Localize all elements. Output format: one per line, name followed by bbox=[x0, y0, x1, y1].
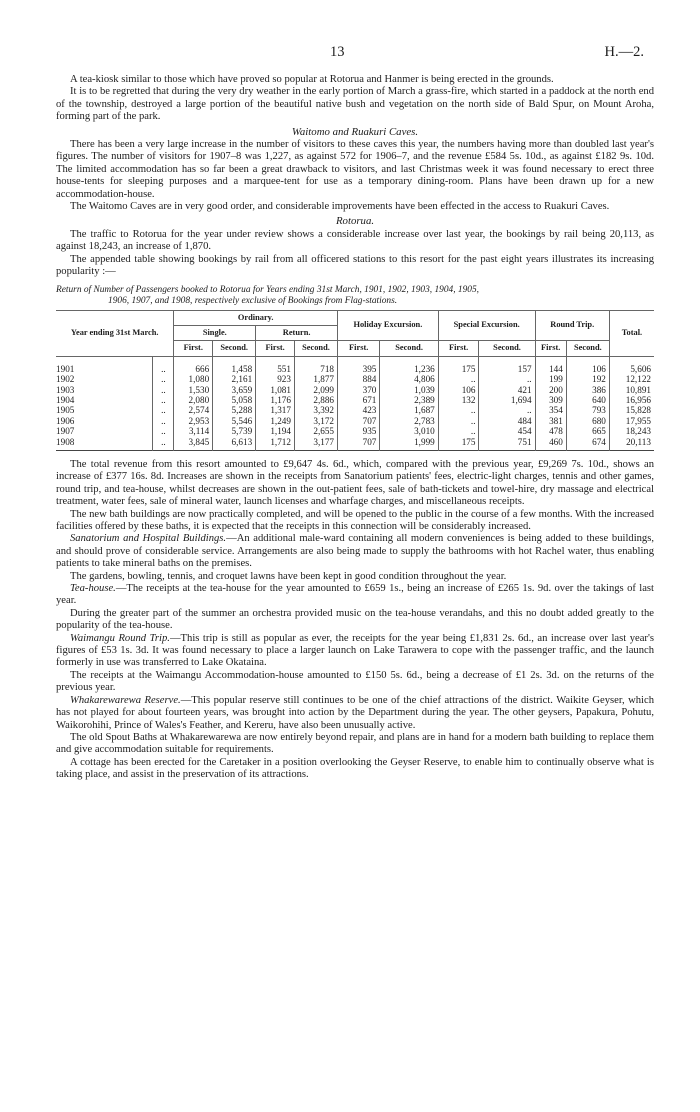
cell-holiday-first: 395 bbox=[338, 364, 380, 374]
table-body bbox=[56, 356, 654, 450]
cell-year: 1906 bbox=[56, 416, 153, 426]
paragraph-tea-kiosk: A tea-kiosk similar to those which have proved so popular at Rotorua and Hanmer is being erected in the grounds. bbox=[70, 74, 554, 85]
cell-special-second: 751 bbox=[479, 437, 535, 451]
cell-holiday-second: 1,999 bbox=[380, 437, 438, 451]
cell-single-first: 1,530 bbox=[174, 385, 213, 395]
cell-return-second: 718 bbox=[294, 364, 337, 374]
cell-total: 15,828 bbox=[609, 405, 654, 415]
paragraph-bath-buildings: The new bath buildings are now practically completed, and will be opened to the public in the course of a few months. With the increased facilities offered by these baths, it is expected that the receipts in this connection will be considerably increased. bbox=[56, 508, 654, 532]
cell-return-second: 2,655 bbox=[294, 426, 337, 436]
cell-return-second: 2,099 bbox=[294, 385, 337, 395]
cell-single-second: 5,546 bbox=[213, 416, 256, 426]
cell-round-second: 640 bbox=[566, 395, 609, 405]
paragraph-waitomo-visitors: There has been a very large increase in the number of visitors to these caves this year, the numbers having more than doubled last year's figures. The number of visitors for 1907–8 was 1,227, as against 572 for 1906–7, and the revenue £584 5s. 10d., as against £182 9s. 10d. The limited accommodation has so far been a great drawback to visitors, and last Christmas week it was found necessary to erect three house-tents for sleeping purposes and a marquee-tent for use as a temporary dining-room. Plans have been drawn up for a new accommodation-house. bbox=[56, 139, 654, 200]
cell-round-second: 674 bbox=[566, 437, 609, 451]
cell-special-first: 175 bbox=[438, 437, 479, 451]
paragraph-waimangu bbox=[56, 633, 654, 670]
cell-round-second: 386 bbox=[566, 385, 609, 395]
header-ordinary: Ordinary. bbox=[174, 310, 338, 325]
header-second: Second. bbox=[566, 341, 609, 356]
heading-rotorua: Rotorua. bbox=[335, 215, 375, 228]
cell-leader-dots: .. bbox=[153, 374, 174, 384]
cell-round-first: 200 bbox=[535, 385, 566, 395]
paragraph-tea-house bbox=[56, 583, 654, 608]
cell-holiday-first: 884 bbox=[338, 374, 380, 384]
cell-holiday-second: 2,389 bbox=[380, 395, 438, 405]
cell-year: 1904 bbox=[56, 395, 153, 405]
cell-special-first: 132 bbox=[438, 395, 479, 405]
cell-holiday-first: 423 bbox=[338, 405, 380, 415]
cell-year: 1903 bbox=[56, 385, 153, 395]
cell-round-first: 144 bbox=[535, 364, 566, 374]
header-single: Single. bbox=[174, 325, 256, 340]
paragraph-spout-baths: The old Spout Baths at Whakarewarewa are now entirely beyond repair, and plans are in hand for a modern bath building to replace them and give accommodation suitable for requirements. bbox=[56, 731, 654, 756]
cell-single-first: 2,574 bbox=[174, 405, 213, 415]
page-header bbox=[0, 44, 700, 60]
cell-return-first: 923 bbox=[256, 374, 295, 384]
cell-holiday-first: 935 bbox=[338, 426, 380, 436]
cell-special-second: .. bbox=[479, 405, 535, 415]
tea-house-text: —The receipts at the tea-house for the year amounted to £659 1s., being an increase of £265 1s. 9d. over the takings of last year. bbox=[56, 583, 654, 607]
cell-single-second: 5,739 bbox=[213, 426, 256, 436]
table-caption-line-2: 1906, 1907, and 1908, respectively exclusive of Bookings from Flag-stations. bbox=[108, 295, 398, 306]
table-row bbox=[56, 426, 654, 436]
cell-return-first: 1,176 bbox=[256, 395, 295, 405]
cell-return-first: 1,081 bbox=[256, 385, 295, 395]
cell-round-first: 199 bbox=[535, 374, 566, 384]
header-first: First. bbox=[338, 341, 380, 356]
table-row bbox=[56, 385, 654, 395]
cell-holiday-second: 2,783 bbox=[380, 416, 438, 426]
paragraph-waitomo-order: The Waitomo Caves are in very good order, and considerable improvements have been effected in the access to Ruakuri Caves. bbox=[70, 201, 610, 213]
cell-return-first: 1,712 bbox=[256, 437, 295, 451]
cell-single-second: 2,161 bbox=[213, 374, 256, 384]
cell-leader-dots: .. bbox=[153, 364, 174, 374]
cell-single-first: 3,114 bbox=[174, 426, 213, 436]
cell-holiday-second: 3,010 bbox=[380, 426, 438, 436]
cell-total: 12,122 bbox=[609, 374, 654, 384]
cell-special-first: 175 bbox=[438, 364, 479, 374]
tea-house-label: Tea-house. bbox=[70, 583, 116, 595]
cell-year: 1908 bbox=[56, 437, 153, 451]
cell-special-second: 421 bbox=[479, 385, 535, 395]
paragraph-sanatorium bbox=[56, 533, 654, 570]
page-number: 13 bbox=[330, 44, 345, 60]
cell-return-second: 3,172 bbox=[294, 416, 337, 426]
cell-special-first: .. bbox=[438, 374, 479, 384]
table-caption-line-1: Return of Number of Passengers booked to Rotorua for Years ending 31st March, 1901, 1902, 1903, 1904, 1905, bbox=[56, 284, 479, 295]
cell-round-second: 665 bbox=[566, 426, 609, 436]
cell-round-first: 460 bbox=[535, 437, 566, 451]
cell-holiday-first: 707 bbox=[338, 437, 380, 451]
paragraph-orchestra: During the greater part of the summer an orchestra provided music on the tea-house verandahs, and this no doubt added greatly to the popularity of the tea-house. bbox=[56, 607, 654, 632]
cell-return-first: 1,249 bbox=[256, 416, 295, 426]
cell-holiday-second: 1,039 bbox=[380, 385, 438, 395]
cell-year: 1901 bbox=[56, 364, 153, 374]
header-special-excursion: Special Excursion. bbox=[438, 310, 535, 341]
cell-leader-dots: .. bbox=[153, 426, 174, 436]
cell-leader-dots: .. bbox=[153, 385, 174, 395]
cell-total: 16,956 bbox=[609, 395, 654, 405]
cell-total: 5,606 bbox=[609, 364, 654, 374]
header-second: Second. bbox=[479, 341, 535, 356]
cell-round-second: 793 bbox=[566, 405, 609, 415]
cell-single-first: 2,953 bbox=[174, 416, 213, 426]
waimangu-text: —This trip is still as popular as ever, the receipts for the year being £1,831 2s. 6d., an increase over last year's figures of £53 1s. 3d. It was found necessary to place a larger launch on Lake Tarawera to cope with the passenger traffic, and the launch formerly in use was transferred to Lake Okataina. bbox=[56, 632, 654, 669]
cell-holiday-second: 1,236 bbox=[380, 364, 438, 374]
cell-single-second: 1,458 bbox=[213, 364, 256, 374]
header-second: Second. bbox=[380, 341, 438, 356]
cell-leader-dots: .. bbox=[153, 437, 174, 451]
cell-single-first: 666 bbox=[174, 364, 213, 374]
table-caption bbox=[56, 285, 654, 307]
cell-special-first: .. bbox=[438, 416, 479, 426]
cell-total: 10,891 bbox=[609, 385, 654, 395]
cell-round-second: 680 bbox=[566, 416, 609, 426]
cell-round-first: 478 bbox=[535, 426, 566, 436]
cell-special-first: 106 bbox=[438, 385, 479, 395]
cell-holiday-second: 4,806 bbox=[380, 374, 438, 384]
cell-special-first: .. bbox=[438, 426, 479, 436]
cell-holiday-first: 707 bbox=[338, 416, 380, 426]
cell-return-first: 1,317 bbox=[256, 405, 295, 415]
cell-leader-dots: .. bbox=[153, 395, 174, 405]
paragraph-cottage: A cottage has been erected for the Caretaker in a position overlooking the Geyser Reserve, to enable him to continually observe what is taking place, and assist in the preservation of its attractions. bbox=[56, 756, 654, 781]
header-holiday-excursion: Holiday Excursion. bbox=[338, 310, 439, 341]
paragraph-accommodation-house: The receipts at the Waimangu Accommodation-house amounted to £150 5s. 6d., being a decrease of £1 2s. 3d. on the returns of the previous year. bbox=[56, 669, 654, 694]
header-year: Year ending 31st March. bbox=[56, 310, 174, 356]
cell-round-first: 381 bbox=[535, 416, 566, 426]
header-total: Total. bbox=[609, 310, 654, 356]
passenger-return-table bbox=[56, 310, 654, 451]
cell-leader-dots: .. bbox=[153, 405, 174, 415]
paragraph-whakarewarewa bbox=[56, 695, 654, 732]
page-reference: H.—2. bbox=[604, 44, 644, 60]
sanatorium-text: —An additional male-ward containing all modern conveniences is being added to these buildings, and should prove of considerable service. Arrangements are also being made to supply the bathrooms with hot Rachel water, thus enabling patients to take mineral baths on the premises. bbox=[56, 533, 655, 570]
cell-holiday-first: 370 bbox=[338, 385, 380, 395]
cell-special-first: .. bbox=[438, 405, 479, 415]
cell-round-second: 106 bbox=[566, 364, 609, 374]
header-second: Second. bbox=[213, 341, 256, 356]
cell-year: 1905 bbox=[56, 405, 153, 415]
cell-single-second: 5,058 bbox=[213, 395, 256, 405]
header-first: First. bbox=[438, 341, 479, 356]
paragraph-rotorua-table-intro: The appended table showing bookings by rail from all officered stations to this resort for the past eight years illustrates its increasing popularity :— bbox=[56, 253, 654, 278]
cell-round-first: 309 bbox=[535, 395, 566, 405]
paragraph-gardens: The gardens, bowling, tennis, and croquet lawns have been kept in good condition throughout the year. bbox=[70, 570, 507, 582]
header-first: First. bbox=[174, 341, 213, 356]
cell-round-first: 354 bbox=[535, 405, 566, 415]
cell-return-second: 1,877 bbox=[294, 374, 337, 384]
cell-return-first: 1,194 bbox=[256, 426, 295, 436]
cell-single-first: 1,080 bbox=[174, 374, 213, 384]
header-return: Return. bbox=[256, 325, 338, 340]
cell-holiday-second: 1,687 bbox=[380, 405, 438, 415]
cell-single-first: 3,845 bbox=[174, 437, 213, 451]
table-row bbox=[56, 395, 654, 405]
header-first: First. bbox=[256, 341, 295, 356]
cell-special-second: .. bbox=[479, 374, 535, 384]
cell-holiday-first: 671 bbox=[338, 395, 380, 405]
paragraph-rotorua-traffic: The traffic to Rotorua for the year under review shows a considerable increase over last year, the bookings by rail being 20,113, as against 18,243, an increase of 1,870. bbox=[56, 228, 654, 253]
cell-single-first: 2,080 bbox=[174, 395, 213, 405]
whakarewarewa-text: —This popular reserve still continues to be one of the chief attractions of the district. Waikite Geyser, which has not played for about fourteen years, was brought into action by the Department during the year. The other geysers, Papakura, Pohutu, Waikorohihi, Prince of Wales's Feather, and Kereru, have also been unusually active. bbox=[56, 694, 655, 731]
table-row bbox=[56, 405, 654, 415]
header-second: Second. bbox=[294, 341, 337, 356]
table-row bbox=[56, 437, 654, 451]
document-body bbox=[56, 74, 654, 782]
cell-single-second: 6,613 bbox=[213, 437, 256, 451]
cell-special-second: 454 bbox=[479, 426, 535, 436]
header-round-trip: Round Trip. bbox=[535, 310, 609, 341]
cell-leader-dots: .. bbox=[153, 416, 174, 426]
paragraph-total-revenue: The total revenue from this resort amounted to £9,647 4s. 6d., which, compared with the previous year, £9,269 7s. 10d., shows an increase of £377 16s. 8d. Increases are shown in the receipts from Sanatorium patients' fees, electric-light charges, tennis and other games, round trip, and tea-house, whilst decreases are shown in the out-patient fees, sale of bath-tickets and towel-hire, dry massage and electrical treatment, water fees, sale of mineral water, launch licenses and wharfage charges, and miscellaneous receipts. bbox=[56, 458, 654, 508]
heading-waitomo: Waitomo and Ruakuri Caves. bbox=[291, 125, 419, 138]
cell-single-second: 3,659 bbox=[213, 385, 256, 395]
header-first: First. bbox=[535, 341, 566, 356]
cell-special-second: 484 bbox=[479, 416, 535, 426]
cell-year: 1902 bbox=[56, 374, 153, 384]
paragraph-grass-fire: It is to be regretted that during the very dry weather in the early portion of March a grass-fire, which started in a paddock at the north end of the township, destroyed a large portion of the beautiful native bush and vegetation on the north side of Bald Spur, on Mount Aroha, forming part of the park. bbox=[56, 86, 654, 123]
waimangu-label: Waimangu Round Trip. bbox=[70, 632, 170, 644]
cell-return-second: 3,392 bbox=[294, 405, 337, 415]
table-row bbox=[56, 416, 654, 426]
cell-special-second: 1,694 bbox=[479, 395, 535, 405]
sanatorium-label: Sanatorium and Hospital Buildings. bbox=[70, 533, 227, 545]
cell-total: 20,113 bbox=[609, 437, 654, 451]
cell-total: 17,955 bbox=[609, 416, 654, 426]
cell-year: 1907 bbox=[56, 426, 153, 436]
cell-return-first: 551 bbox=[256, 364, 295, 374]
table-row bbox=[56, 364, 654, 374]
cell-round-second: 192 bbox=[566, 374, 609, 384]
cell-single-second: 5,288 bbox=[213, 405, 256, 415]
cell-return-second: 2,886 bbox=[294, 395, 337, 405]
table-row bbox=[56, 374, 654, 384]
cell-total: 18,243 bbox=[609, 426, 654, 436]
whakarewarewa-label: Whakarewarewa Reserve. bbox=[70, 694, 181, 706]
cell-special-second: 157 bbox=[479, 364, 535, 374]
cell-return-second: 3,177 bbox=[294, 437, 337, 451]
